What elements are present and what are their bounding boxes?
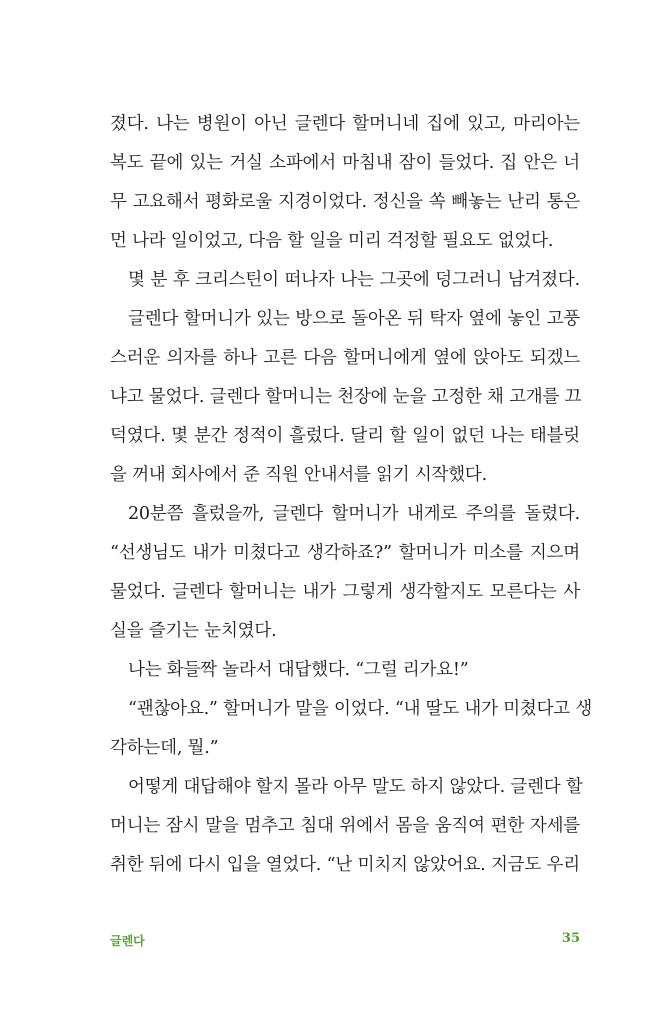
- text-line: 각하는데, 뭘.”: [110, 738, 219, 758]
- body-text: [110, 105, 593, 885]
- text-line: 덕였다. 몇 분간 정적이 흘렀다. 달리 할 일이 없던 나는 태블릿: [110, 426, 580, 446]
- text-line: 무 고요해서 평화로울 지경이었다. 정신을 쏙 빼놓는 난리 통은: [110, 192, 580, 212]
- text-line: 물었다. 글렌다 할머니는 내가 그렇게 생각할지도 모른다는 사: [110, 582, 580, 602]
- text-line: 취한 뒤에 다시 입을 열었다. “난 미치지 않았어요. 지금도 우리: [110, 855, 580, 875]
- text-line: 복도 끝에 있는 거실 소파에서 마침내 잠이 들었다. 집 안은 너: [110, 153, 580, 173]
- page-footer: [110, 932, 580, 952]
- text-line: 20분쯤 흘렀을까, 글렌다 할머니가 내게로 주의를 돌렸다.: [128, 504, 580, 524]
- text-line: 을 꺼내 회사에서 준 직원 안내서를 읽기 시작했다.: [110, 465, 488, 485]
- text-line: 어떻게 대답해야 할지 몰라 아무 말도 하지 않았다. 글렌다 할: [128, 777, 583, 797]
- text-line: 냐고 물었다. 글렌다 할머니는 천장에 눈을 고정한 채 고개를 끄: [110, 387, 582, 407]
- running-title: 글렌다: [110, 934, 145, 948]
- text-line: 글렌다 할머니가 있는 방으로 돌아온 뒤 탁자 옆에 놓인 고풍: [128, 309, 580, 329]
- text-line: 스러운 의자를 하나 고른 다음 할머니에게 옆에 앉아도 되겠느: [110, 348, 580, 368]
- text-line: 졌다. 나는 병원이 아닌 글렌다 할머니네 집에 있고, 마리아는: [110, 114, 580, 134]
- text-line: 먼 나라 일이었고, 다음 할 일을 미리 걱정할 필요도 없었다.: [110, 231, 554, 251]
- text-line: “괜찮아요.” 할머니가 말을 이었다. “내 딸도 내가 미쳤다고 생: [128, 699, 593, 719]
- text-line: 몇 분 후 크리스틴이 떠나자 나는 그곳에 덩그러니 남겨졌다.: [128, 270, 580, 290]
- text-line: 머니는 잠시 말을 멈추고 침대 위에서 몸을 움직여 편한 자세를: [110, 816, 580, 836]
- text-line: 실을 즐기는 눈치였다.: [110, 621, 277, 641]
- text-line: 나는 화들짝 놀라서 대답했다. “그럴 리가요!”: [128, 660, 469, 680]
- page-number: 35: [561, 931, 580, 946]
- text-line: “선생님도 내가 미쳤다고 생각하죠?” 할머니가 미소를 지으며: [110, 543, 580, 563]
